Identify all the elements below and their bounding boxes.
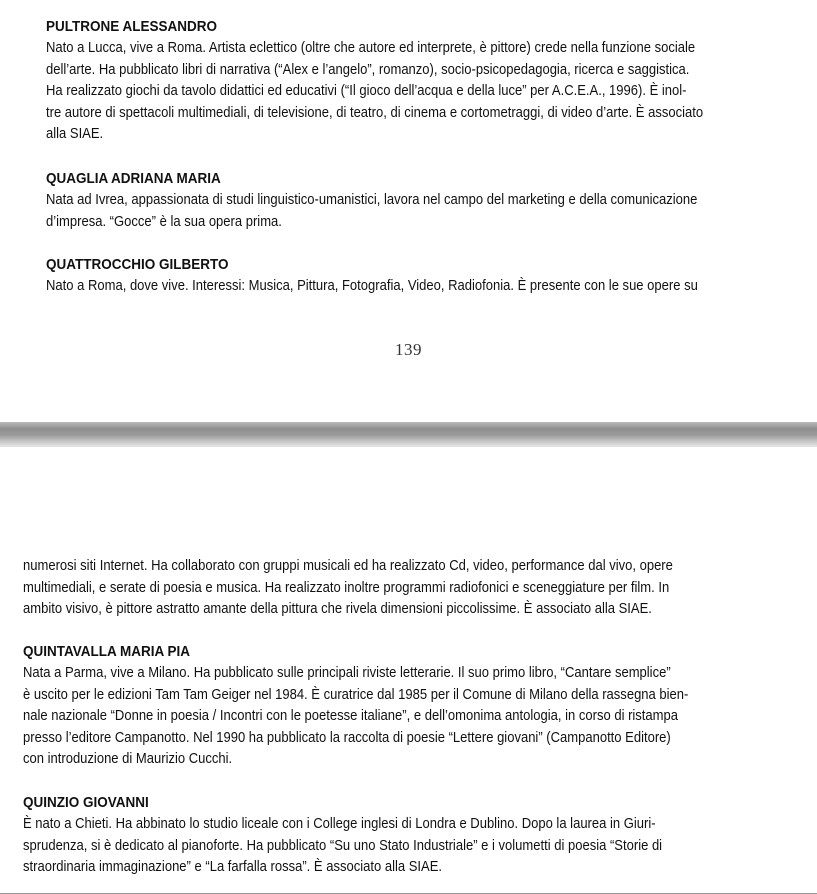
entry-text-line: Ha realizzato giochi da tavolo didattici ed educativi (“Il gioco dell’acqua e della luce” per A.C.E.A., 1996). È inol- [46, 82, 687, 99]
entry-quaglia [46, 168, 779, 232]
entry-text-line: nale nazionale “Donne in poesia / Incontri con le poetesse italiane”, e dell’omonima antologia, in corso di ristampa [23, 707, 679, 724]
entry-text-line: con introduzione di Maurizio Cucchi. [23, 750, 233, 767]
entry-text-line: tre autore di spettacoli multimediali, di televisione, di teatro, di cinema e cortometraggi, di video d’arte. È associato [46, 103, 704, 121]
entry-quattrocchio [46, 254, 779, 297]
entry-text-line: Nata ad Ivrea, appassionata di studi linguistico-umanistici, lavora nel campo del marketing e della comunicazione [46, 191, 698, 208]
entry-quintavalla [23, 641, 756, 770]
entry-text-line: d’impresa. “Gocce” è la sua opera prima. [46, 212, 282, 230]
entry-quinzio [23, 792, 756, 878]
entry-text-line: numerosi siti Internet. Ha collaborato con gruppi musicali ed ha realizzato Cd, video, performance dal vivo, opere [23, 557, 673, 574]
entry-text-line: È nato a Chieti. Ha abbinato lo studio liceale con i College inglesi di Londra e Dublino. Dopo la laurea in Giuri- [23, 815, 656, 832]
page-separator [0, 422, 817, 447]
page-140 [0, 447, 817, 894]
entry-continuation [23, 555, 756, 620]
entry-pultrone [46, 16, 779, 145]
entry-text-line: Nata a Parma, vive a Milano. Ha pubblicato sulle principali riviste letterarie. Il suo primo libro, “Cantare semplice” [23, 664, 671, 681]
entry-text-line: multimediali, e serate di poesia e musica. Ha realizzato inoltre programmi radiofonici e sceneggiature per film. In [23, 578, 670, 596]
entry-text-line: alla SIAE. [46, 125, 104, 142]
entry-name: QUINZIO GIOVANNI [23, 794, 149, 811]
entry-name: QUATTROCCHIO GILBERTO [46, 256, 229, 273]
entry-text-line: Nato a Roma, dove vive. Interessi: Musica, Pittura, Fotografia, Video, Radiofonia. È presente con le sue opere su [46, 277, 698, 294]
entry-text-line: straordinaria immaginazione” e “La farfalla rossa”. È associato alla SIAE. [23, 858, 442, 875]
entry-text-line: presso l’editore Campanotto. Nel 1990 ha pubblicato la raccolta di poesie “Lettere giovani” (Campanotto Editore) [23, 728, 671, 746]
entry-text-line: Nato a Lucca, vive a Roma. Artista eclettico (oltre che autore ed interprete, è pittore) crede nella funzione sociale [46, 39, 696, 56]
entry-name: QUINTAVALLA MARIA PIA [23, 643, 190, 660]
entry-name: QUAGLIA ADRIANA MARIA [46, 170, 221, 187]
entry-name: PULTRONE ALESSANDRO [46, 18, 218, 35]
entry-text-line: sprudenza, si è dedicato al pianoforte. Ha pubblicato “Su uno Stato Industriale” e i volumetti di poesia “Storie di [23, 836, 663, 854]
page-number: 139 [395, 340, 422, 359]
entry-text-line: dell’arte. Ha pubblicato libri di narrativa (“Alex e l’angelo”, romanzo), socio-psicopedagogia, ricerca e saggistica. [46, 60, 690, 78]
page-139 [0, 0, 817, 422]
entry-text-line: è uscito per le edizioni Tam Tam Geiger nel 1984. È curatrice dal 1985 per il Comune di Milano della rassegna bien- [23, 685, 689, 703]
entry-text-line: ambito visivo, è pittore astratto amante della pittura che rivela dimensioni piccolissime. È associato alla SIAE. [23, 600, 652, 617]
